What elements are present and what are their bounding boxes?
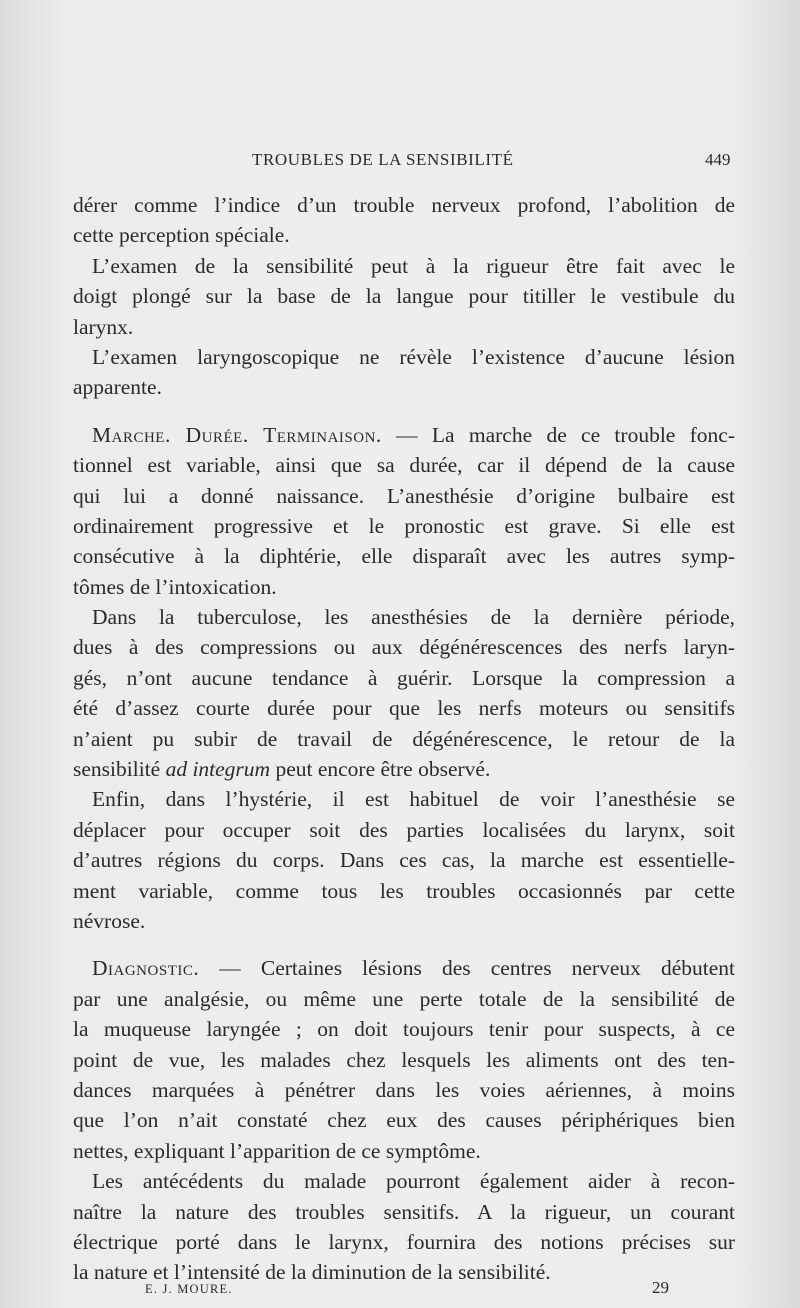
page-header: [0, 146, 800, 176]
section-heading-diagnostic: Diagnostic.: [92, 956, 200, 981]
paragraph-1: [73, 190, 735, 251]
text-run: peut encore être observé.: [270, 757, 491, 782]
text-line: Enfin, dans l’hystérie, il est habituel de voir l’anesthésie se: [92, 787, 735, 812]
body-text: [73, 190, 735, 1288]
text-run: — La marche de ce trouble fonc-: [381, 422, 736, 447]
text-line: n’aient pu subir de travail de dégénérescence, le retour de la: [73, 726, 735, 751]
text-line: ment variable, comme tous les troubles occasionnés par cette: [73, 878, 735, 903]
paragraph-6: [73, 784, 735, 936]
text-line: d’autres régions du corps. Dans ces cas, la marche est essentielle-: [73, 848, 735, 873]
text-line: névrose.: [73, 908, 146, 933]
text-run: — Certaines lésions des centres nerveux débutent: [199, 956, 735, 981]
text-line: été d’assez courte durée pour que les nerfs moteurs ou sensitifs: [73, 696, 735, 721]
text-line: consécutive à la diphtérie, elle disparaît avec les autres symp-: [73, 544, 735, 569]
text-line: nettes, expliquant l’apparition de ce symptôme.: [73, 1138, 481, 1163]
text-line: Dans la tuberculose, les anesthésies de la dernière période,: [92, 605, 735, 630]
text-line: tionnel est variable, ainsi que sa durée, car il dépend de la cause: [73, 453, 735, 478]
text-run: sensibilité: [73, 757, 166, 782]
text-line: la nature et l’intensité de la diminution de la sensibilité.: [73, 1260, 551, 1285]
paragraph-3: [73, 342, 735, 403]
page-number: 449: [705, 150, 731, 169]
text-line: cette perception spéciale.: [73, 223, 290, 248]
section-diagnostic: [73, 953, 735, 1166]
text-line: [73, 754, 735, 784]
text-line: déplacer pour occuper soit des parties localisées du larynx, soit: [73, 817, 735, 842]
text-line: par une analgésie, ou même une perte totale de la sensibilité de: [73, 986, 735, 1011]
sheet-number: 29: [652, 1278, 669, 1297]
paragraph-2: [73, 251, 735, 342]
text-line: Les antécédents du malade pourront également aider à recon-: [92, 1169, 735, 1194]
text-line: électrique porté dans le larynx, fournira des notions précises sur: [73, 1229, 735, 1254]
text-line: que l’on n’ait constaté chez eux des causes périphériques bien: [73, 1108, 735, 1133]
text-line: naître la nature des troubles sensitifs. A la rigueur, un courant: [73, 1199, 735, 1224]
printer-signature: E. J. MOURE.: [145, 1282, 233, 1296]
text-line: apparente.: [73, 375, 162, 400]
text-line: doigt plongé sur la base de la langue pour titiller le vestibule du: [73, 284, 735, 309]
text-line: point de vue, les malades chez lesquels les aliments ont des ten-: [73, 1047, 735, 1072]
text-line: ordinairement progressive et le pronostic est grave. Si elle est: [73, 513, 735, 538]
text-line: L’examen laryngoscopique ne révèle l’existence d’aucune lésion: [92, 344, 735, 369]
page-footer: [0, 1280, 800, 1304]
text-line: qui lui a donné naissance. L’anesthésie d’origine bulbaire est: [73, 483, 735, 508]
text-line: tômes de l’intoxication.: [73, 574, 277, 599]
text-line: la muqueuse laryngée ; on doit toujours tenir pour suspects, à ce: [73, 1017, 735, 1042]
text-line: gés, n’ont aucune tendance à guérir. Lorsque la compression a: [73, 665, 735, 690]
text-line: [73, 420, 735, 450]
section-heading-marche: Marche. Durée. Terminaison.: [92, 422, 382, 447]
paragraph-5: [73, 602, 735, 784]
running-title: TROUBLES DE LA SENSIBILITÉ: [252, 150, 514, 169]
text-line: L’examen de la sensibilité peut à la rigueur être fait avec le: [92, 253, 735, 278]
text-line: dances marquées à pénétrer dans les voies aériennes, à moins: [73, 1077, 735, 1102]
section-marche: [73, 420, 735, 602]
paragraph-8: [73, 1166, 735, 1288]
text-line: larynx.: [73, 314, 134, 339]
text-line: [73, 953, 735, 983]
italic-text: ad integrum: [165, 757, 271, 782]
text-line: dérer comme l’indice d’un trouble nerveux profond, l’abolition de: [73, 193, 735, 217]
text-line: dues à des compressions ou aux dégénérescences des nerfs laryn-: [73, 635, 735, 660]
